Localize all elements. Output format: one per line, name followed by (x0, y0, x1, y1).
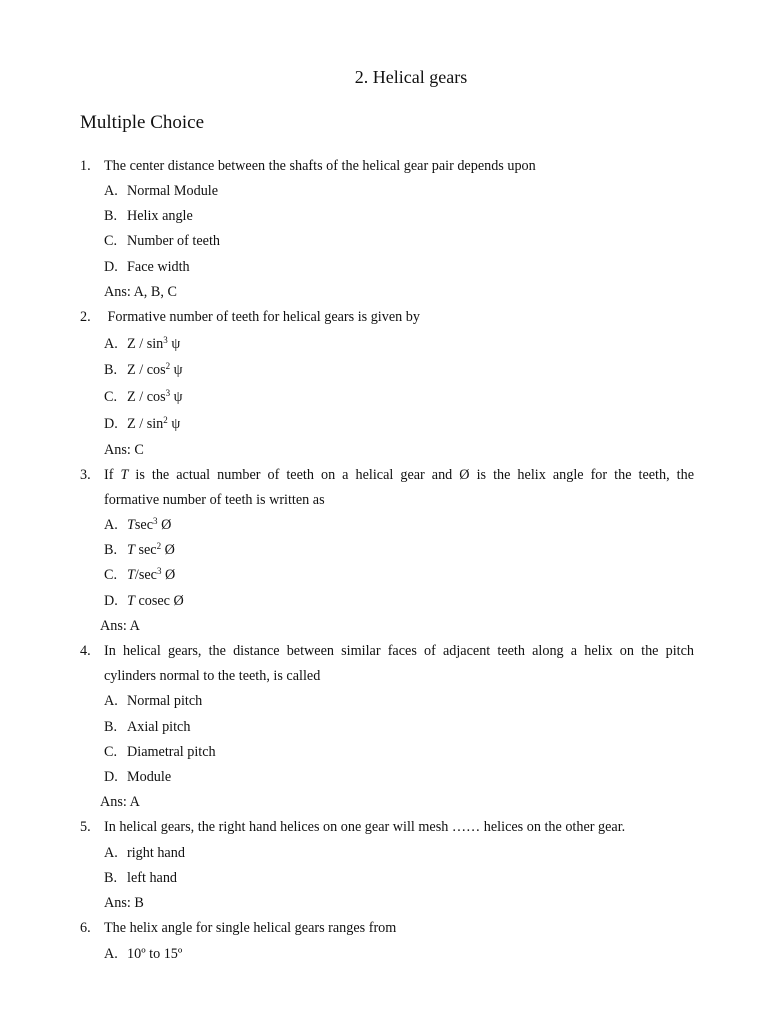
question-text: In helical gears, the distance between similar faces of adjacent teeth along a helix on the pitch (104, 643, 694, 659)
question-text: The center distance between the shafts of the helical gear pair depends upon (104, 158, 536, 174)
question-text: Formative number of teeth for helical gears is given by (104, 309, 420, 325)
section-heading: Multiple Choice (80, 112, 205, 133)
answer-text: Ans: A (100, 794, 140, 810)
question-number: 6. (80, 920, 91, 936)
question-number: 3. (80, 467, 91, 483)
answer-text: Ans: A (100, 618, 140, 634)
question-text-continued: cylinders normal to the teeth, is called (104, 668, 321, 684)
document-page: 2. Helical gears Multiple Choice 1. The center distance between the shafts of the helical gear pair depends upon A. Normal Module B. Helix angle C. Number of teeth D. Face width Ans: A, B, C 2. Formative number of teeth for helical gears is given by A. Z / $\sin^3 \psi$ B. Z / $\cos^2 \psi$ C. Z / $\cos^3 \psi$ D. Z / $\sin^2 \psi$ Ans: C 3. If T is the actual number of teeth on a helical gear and Ø is the helix angle for the teeth, the formative number of teeth is written as A. Tsec$^3$ Ø B. T $\sec^2$ Ø C. $T/\sec^3$ Ø D. T cosec Ø Ans: A 4. In helical gears, the distance between similar faces of adjacent teeth along a helix on the pitch cylinders normal to the teeth, is called A. Normal pitch B. Axial pitch C. Diametral pitch D. Module Ans: A 5. In helical gears, the right hand helices on one gear will mesh …… helices on the other gear. A. right hand B. left hand Ans: B 6. The helix angle for single helical gears ranges from A. 10º to 15º (0, 0, 768, 1024)
question-number: 4. (80, 643, 91, 659)
page-title: 2. Helical gears (354, 67, 468, 87)
question-text: If T is the actual number of teeth on a helical gear and Ø is the helix angle for the teeth, the (104, 467, 694, 483)
question-number: 2. (80, 309, 91, 325)
answer-text: Ans: B (104, 895, 144, 911)
answer-text: Ans: A, B, C (104, 284, 177, 300)
question-text: In helical gears, the right hand helices on one gear will mesh …… helices on the other gear. (104, 819, 626, 835)
question-text-continued: formative number of teeth is written as (104, 492, 325, 508)
question-number: 1. (80, 158, 91, 174)
answer-text: Ans: C (104, 442, 144, 458)
question-number: 5. (80, 819, 91, 835)
question-text: The helix angle for single helical gears ranges from (104, 920, 397, 936)
